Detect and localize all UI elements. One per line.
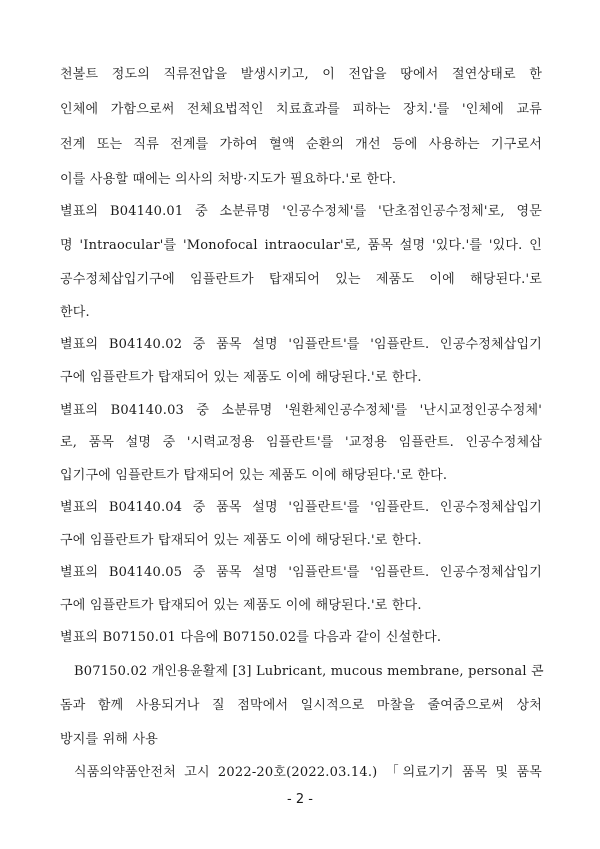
text-line: 식품의약품안전처 고시 2022-20호(2022.03.14.) 「의료기기 품목 및 품목: [74, 765, 542, 780]
text-line: 입기구에 임플란트가 탑재되어 있는 제품도 이에 해당된다.'로 한다.: [60, 468, 448, 483]
text-line: 별표의 B04140.04 중 품목 설명 '임플란트'를 '임플란트. 인공수정체삽입기: [60, 500, 543, 515]
text-line: 로, 품목 설명 중 '시력교정용 임플란트'를 '교정용 임플란트. 인공수정체삽: [60, 435, 542, 450]
text-line: 천볼트 정도의 직류전압을 발생시키고, 이 전압을 땅에서 절연상태로 한: [60, 67, 542, 82]
text-line: 별표의 B04140.01 중 소분류명 '인공수정체'를 '단초점인공수정체'로, 영문: [60, 204, 542, 219]
text-line: 별표의 B04140.05 중 품목 설명 '임플란트'를 '임플란트. 인공수정체삽입기: [60, 565, 543, 580]
text-line: 별표의 B04140.03 중 소분류명 '원환체인공수정체'를 '난시교정인공수정체': [60, 403, 542, 418]
page-number: - 2 -: [287, 792, 313, 807]
text-line: 별표의 B07150.01 다음에 B07150.02를 다음과 같이 신설한다.: [60, 630, 442, 645]
text-line: 이를 사용할 때에는 의사의 처방·지도가 필요하다.'로 한다.: [60, 172, 397, 187]
text-line: 구에 임플란트가 탑재되어 있는 제품도 이에 해당된다.'로 한다.: [60, 370, 422, 385]
text-line: 방지를 위해 사용: [60, 732, 158, 747]
text-line: 구에 임플란트가 탑재되어 있는 제품도 이에 해당된다.'로 한다.: [60, 533, 422, 548]
text-line: 한다.: [60, 305, 90, 320]
text-line: 구에 임플란트가 탑재되어 있는 제품도 이에 해당된다.'로 한다.: [60, 598, 422, 613]
text-line: 전계 또는 직류 전계를 가하여 혈액 순환의 개선 등에 사용하는 기구로서: [60, 137, 542, 152]
text-line: B07150.02 개인용윤활제 [3] Lubricant, mucous membrane, personal 콘: [74, 664, 544, 679]
text-line: 별표의 B04140.02 중 품목 설명 '임플란트'를 '임플란트. 인공수정체삽입기: [60, 337, 543, 352]
text-line: 인체에 가함으로써 전체요법적인 치료효과를 피하는 장치.'를 '인체에 교류: [60, 102, 542, 117]
text-line: 명 'Intraocular'를 'Monofocal intraocular'로, 품목 설명 '있다.'를 '있다. 인: [60, 238, 542, 253]
text-line: 공수정체삽입기구에 임플란트가 탑재되어 있는 제품도 이에 해당된다.'로: [60, 272, 542, 287]
text-line: 돔과 함께 사용되거나 질 점막에서 일시적으로 마찰을 줄여줌으로써 상처: [60, 698, 542, 713]
